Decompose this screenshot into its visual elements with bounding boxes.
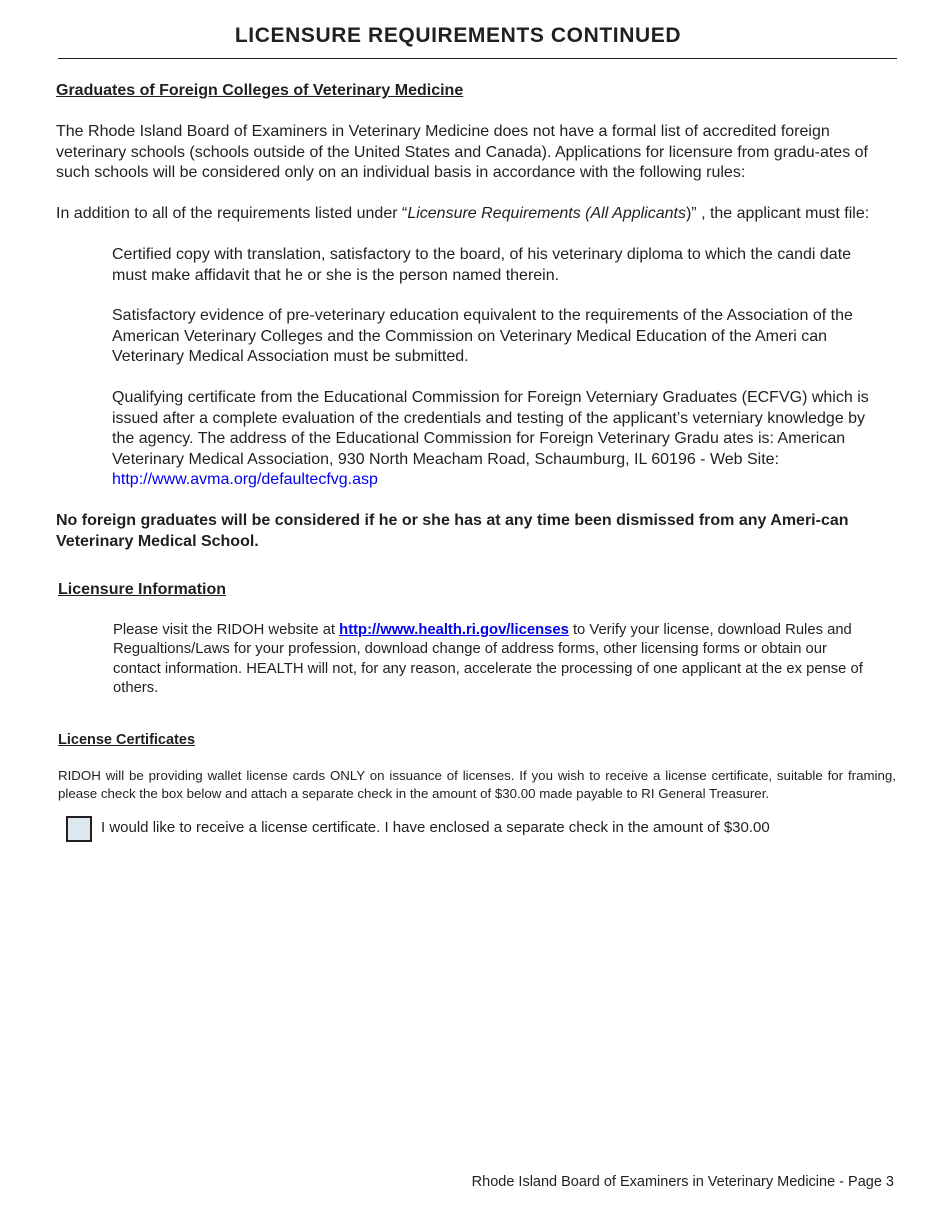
info-text-end: to Verify your license, download Rules and Regualtions/Laws for your profession, download change of address forms, other licensing forms or obtain our contact information. HEALTH will not, for any reason, accelerate the processing of one applicant at the ex pense of others. xyxy=(113,622,863,696)
web-site-label: Web Site: xyxy=(709,450,780,468)
foreign-intro-paragraph: The Rhode Island Board of Examiners in Veterinary Medicine does not have a formal list of accredited foreign veterinary schools (schools outside of the United States and Canada). Applications for licensure from gradu-ates of such schools will be considered only on an individual basis in accordance with the following rules: xyxy=(56,123,868,181)
licensure-information-paragraph xyxy=(113,621,878,698)
foreign-graduates-heading: Graduates of Foreign Colleges of Veterinary Medicine xyxy=(56,82,464,99)
info-text-start: Please visit the RIDOH website at xyxy=(113,622,340,638)
license-certificate-checkbox-label: I would like to receive a license certificate. I have enclosed a separate check in the amount of $30.00 xyxy=(101,819,770,836)
license-certificates-heading: License Certificates xyxy=(58,732,196,748)
avma-link[interactable]: http://www.avma.org/defaultecfvg.asp xyxy=(112,471,378,488)
licensure-information-heading: Licensure Information xyxy=(58,581,227,598)
ridoh-licenses-link[interactable]: http://www.health.ri.gov/licenses xyxy=(339,622,569,638)
page-footer: Rhode Island Board of Examiners in Veterinary Medicine - Page 3 xyxy=(471,1174,894,1190)
license-certificate-checkbox[interactable] xyxy=(66,816,92,842)
dismissal-warning: No foreign graduates will be considered if he or she has at any time been dismissed from any Ameri-can Veterinary Medical School. xyxy=(56,512,849,550)
additional-requirements-paragraph xyxy=(56,204,896,225)
requirement-diploma: Certified copy with translation, satisfactory to the board, of his veterinary diploma to which the candi date must make affidavit that he or she is the person named therein. xyxy=(112,246,852,284)
ecfvg-text: Qualifying certificate from the Educational Commission for Foreign Veterniary Graduates (ECFVG) which is issued after a complete evaluation of the credentials and testing of the applicant’s veterniary knowledge by the agency. The address of the Educational Commission for Foreign Veterinary Gradu ates is: American Veterinary Medical Association, 930 North Meacham Road, Schaumburg, IL 60196 - xyxy=(112,389,869,468)
license-certificates-paragraph: RIDOH will be providing wallet license cards ONLY on issuance of licenses. If you wish to receive a license certificate, suitable for framing, please check the box below and attach a separate check in the amount of $30.00 made payable to RI General Treasurer. xyxy=(58,768,896,801)
page-title: LICENSURE REQUIREMENTS CONTINUED xyxy=(234,24,682,47)
requirement-ecfvg xyxy=(112,388,882,491)
additional-text-end: )” , the applicant must file: xyxy=(685,205,870,222)
requirement-education: Satisfactory evidence of pre-veterinary education equivalent to the requirements of the Association of the American Veterinary Colleges and the Commission on Veterinary Medical Education of the Ameri can Veterinary Medical Association must be submitted. xyxy=(112,307,853,365)
all-applicants-reference: Licensure Requirements (All Applicants xyxy=(407,205,686,222)
additional-text-start: In addition to all of the requirements listed under “ xyxy=(56,205,408,222)
title-divider xyxy=(58,58,897,59)
